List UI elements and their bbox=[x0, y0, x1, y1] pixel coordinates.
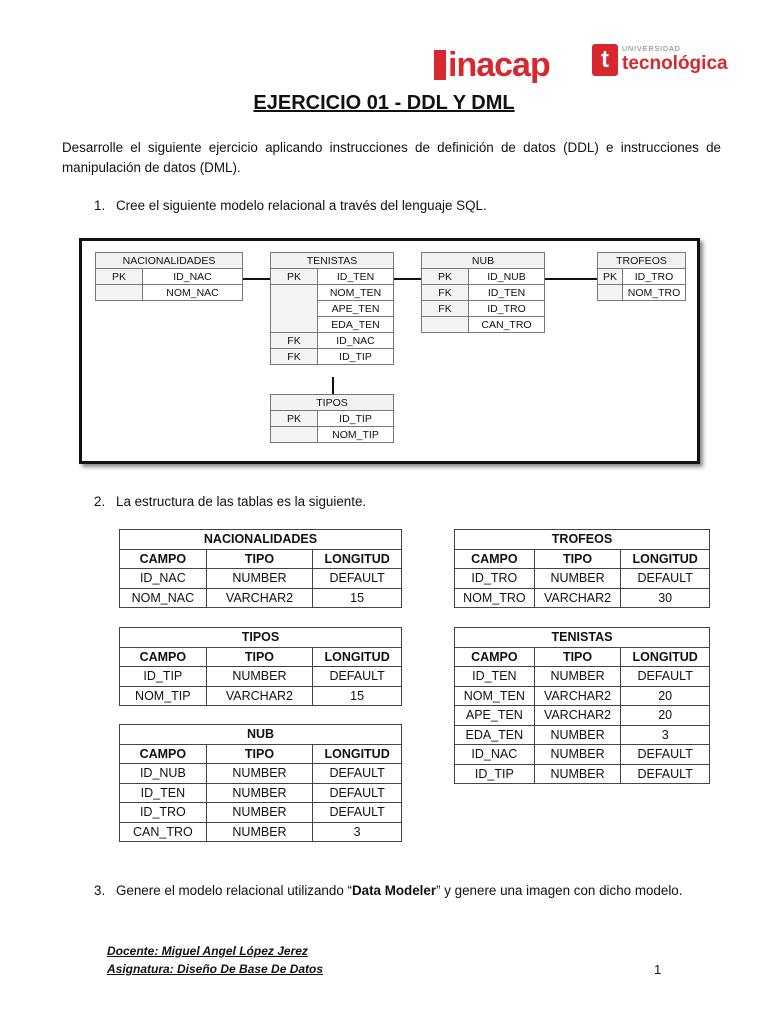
header-longitud: LONGITUD bbox=[621, 549, 710, 569]
step-text: La estructura de las tablas es la siguiente. bbox=[116, 494, 367, 509]
key-cell: PK bbox=[422, 269, 469, 285]
cell-campo: ID_TRO bbox=[455, 569, 535, 589]
attribute-cell: NOM_TRO bbox=[623, 285, 686, 301]
table-row bbox=[120, 764, 402, 784]
step-number: 2. bbox=[94, 494, 106, 509]
cell-tipo: VARCHAR2 bbox=[206, 588, 313, 608]
cell-tipo: VARCHAR2 bbox=[534, 588, 621, 608]
cell-longitud: DEFAULT bbox=[313, 667, 402, 687]
entity-name: TROFEOS bbox=[598, 253, 686, 269]
attribute-cell: ID_TEN bbox=[318, 269, 394, 285]
entity-nub bbox=[421, 252, 545, 333]
cell-tipo: NUMBER bbox=[534, 667, 621, 687]
attribute-cell: EDA_TEN bbox=[318, 317, 394, 333]
table-row bbox=[455, 588, 710, 608]
table-row bbox=[455, 706, 710, 726]
cell-longitud: 30 bbox=[621, 588, 710, 608]
key-cell: PK bbox=[96, 269, 143, 285]
cell-campo: ID_NUB bbox=[120, 764, 207, 784]
key-cell: FK bbox=[422, 285, 469, 301]
attribute-cell: APE_TEN bbox=[318, 301, 394, 317]
attribute-cell: ID_NAC bbox=[143, 269, 243, 285]
cell-longitud: DEFAULT bbox=[621, 667, 710, 687]
cell-longitud: 20 bbox=[621, 706, 710, 726]
attribute-cell: ID_NUB bbox=[469, 269, 545, 285]
cell-campo: EDA_TEN bbox=[455, 725, 535, 745]
key-cell: FK bbox=[271, 349, 318, 365]
cell-campo: ID_TIP bbox=[120, 667, 207, 687]
attribute-cell: ID_TRO bbox=[623, 269, 686, 285]
header-campo: CAMPO bbox=[120, 744, 207, 764]
table-row bbox=[120, 588, 402, 608]
ut-logo bbox=[592, 44, 728, 76]
entity-name: TENISTAS bbox=[271, 253, 394, 269]
cell-campo: ID_TRO bbox=[120, 803, 207, 823]
connector-line bbox=[332, 377, 334, 394]
ut-mark-icon: t bbox=[592, 44, 618, 76]
cell-campo: ID_TIP bbox=[455, 764, 535, 784]
cell-campo: APE_TEN bbox=[455, 706, 535, 726]
cell-campo: ID_NAC bbox=[120, 569, 207, 589]
key-cell bbox=[422, 317, 469, 333]
table-row bbox=[120, 686, 402, 706]
cell-longitud: DEFAULT bbox=[313, 783, 402, 803]
entity-name: NACIONALIDADES bbox=[96, 253, 243, 269]
cell-longitud: 3 bbox=[621, 725, 710, 745]
header-longitud: LONGITUD bbox=[621, 647, 710, 667]
header-campo: CAMPO bbox=[120, 647, 207, 667]
table-caption: TIPOS bbox=[120, 628, 402, 648]
table-row bbox=[120, 783, 402, 803]
attribute-cell: ID_NAC bbox=[318, 333, 394, 349]
table-row bbox=[120, 569, 402, 589]
attribute-cell: CAN_TRO bbox=[469, 317, 545, 333]
cell-longitud: DEFAULT bbox=[621, 569, 710, 589]
cell-tipo: NUMBER bbox=[534, 764, 621, 784]
table-caption: TROFEOS bbox=[455, 530, 710, 550]
cell-campo: ID_TEN bbox=[120, 783, 207, 803]
cell-longitud: 15 bbox=[313, 686, 402, 706]
step-number: 3. bbox=[94, 883, 106, 898]
table-row bbox=[455, 745, 710, 765]
header-longitud: LONGITUD bbox=[313, 744, 402, 764]
table-tenistas bbox=[454, 627, 710, 784]
relational-diagram bbox=[79, 238, 700, 464]
entity-nacionalidades bbox=[95, 252, 243, 301]
inacap-mark-icon bbox=[434, 50, 446, 80]
cell-tipo: NUMBER bbox=[534, 725, 621, 745]
connector-line bbox=[544, 278, 597, 280]
cell-tipo: VARCHAR2 bbox=[206, 686, 313, 706]
attribute-cell: ID_TIP bbox=[318, 411, 394, 427]
key-cell bbox=[271, 427, 318, 443]
step-text-after: ” y genere una imagen con dicho modelo. bbox=[436, 883, 683, 898]
cell-tipo: NUMBER bbox=[206, 764, 312, 784]
header-tipo: TIPO bbox=[206, 647, 313, 667]
step-1 bbox=[94, 198, 487, 213]
cell-longitud: DEFAULT bbox=[313, 764, 402, 784]
attribute-cell: ID_TEN bbox=[469, 285, 545, 301]
table-nub bbox=[119, 724, 402, 842]
cell-tipo: VARCHAR2 bbox=[534, 706, 621, 726]
intro-paragraph: Desarrolle el siguiente ejercicio aplicando instrucciones de definición de datos (DDL) e instrucciones de manipulación de datos (DML). bbox=[62, 140, 721, 175]
cell-campo: CAN_TRO bbox=[120, 822, 207, 842]
cell-longitud: 3 bbox=[313, 822, 402, 842]
page-title: EJERCICIO 01 - DDL Y DML bbox=[253, 92, 515, 114]
table-nacionalidades bbox=[119, 529, 402, 608]
attribute-cell: ID_TRO bbox=[469, 301, 545, 317]
connector-line bbox=[394, 278, 421, 280]
inacap-logo bbox=[434, 46, 550, 84]
table-caption: NUB bbox=[120, 725, 402, 745]
table-caption: TENISTAS bbox=[455, 628, 710, 648]
header-longitud: LONGITUD bbox=[313, 647, 402, 667]
table-tipos bbox=[119, 627, 402, 706]
connector-line bbox=[243, 278, 271, 280]
key-cell: PK bbox=[271, 411, 318, 427]
footer-docente: Docente: Miguel Angel López Jerez bbox=[107, 944, 308, 958]
key-cell: FK bbox=[271, 333, 318, 349]
header-tipo: TIPO bbox=[534, 549, 621, 569]
cell-campo: NOM_TIP bbox=[120, 686, 207, 706]
table-row bbox=[455, 725, 710, 745]
cell-longitud: DEFAULT bbox=[313, 569, 402, 589]
cell-tipo: NUMBER bbox=[206, 667, 313, 687]
entity-name: TIPOS bbox=[271, 395, 394, 411]
cell-campo: NOM_TEN bbox=[455, 686, 535, 706]
cell-longitud: 20 bbox=[621, 686, 710, 706]
cell-campo: ID_NAC bbox=[455, 745, 535, 765]
entity-trofeos bbox=[597, 252, 686, 301]
key-cell bbox=[96, 285, 143, 301]
cell-longitud: DEFAULT bbox=[313, 803, 402, 823]
key-cell: PK bbox=[271, 269, 318, 285]
step-text-before: Genere el modelo relacional utilizando “ bbox=[116, 883, 352, 898]
table-row bbox=[455, 686, 710, 706]
attribute-cell: ID_TIP bbox=[318, 349, 394, 365]
header-campo: CAMPO bbox=[120, 549, 207, 569]
attribute-cell: NOM_TEN bbox=[318, 285, 394, 301]
header-tipo: TIPO bbox=[534, 647, 621, 667]
header-campo: CAMPO bbox=[455, 549, 535, 569]
step-text: Cree el siguiente modelo relacional a través del lenguaje SQL. bbox=[116, 198, 487, 213]
entity-tipos bbox=[270, 394, 394, 443]
step-3 bbox=[94, 883, 682, 898]
footer-asignatura: Asignatura: Diseño De Base De Datos bbox=[107, 962, 324, 976]
key-cell bbox=[598, 285, 623, 301]
header-tipo: TIPO bbox=[206, 549, 313, 569]
cell-campo: NOM_NAC bbox=[120, 588, 207, 608]
cell-campo: NOM_TRO bbox=[455, 588, 535, 608]
cell-longitud: DEFAULT bbox=[621, 764, 710, 784]
header-campo: CAMPO bbox=[455, 647, 535, 667]
cell-longitud: DEFAULT bbox=[621, 745, 710, 765]
table-row bbox=[120, 667, 402, 687]
step-2 bbox=[94, 494, 366, 509]
cell-campo: ID_TEN bbox=[455, 667, 535, 687]
cell-tipo: VARCHAR2 bbox=[534, 686, 621, 706]
cell-longitud: 15 bbox=[313, 588, 402, 608]
table-row bbox=[120, 822, 402, 842]
cell-tipo: NUMBER bbox=[534, 569, 621, 589]
header-tipo: TIPO bbox=[206, 744, 312, 764]
header-longitud: LONGITUD bbox=[313, 549, 402, 569]
attribute-cell: NOM_NAC bbox=[143, 285, 243, 301]
cell-tipo: NUMBER bbox=[534, 745, 621, 765]
entity-tenistas bbox=[270, 252, 394, 365]
cell-tipo: NUMBER bbox=[206, 803, 312, 823]
inacap-logo-text: inacap bbox=[448, 46, 550, 84]
key-cell bbox=[271, 285, 318, 333]
cell-tipo: NUMBER bbox=[206, 569, 313, 589]
table-row bbox=[455, 667, 710, 687]
table-row bbox=[120, 803, 402, 823]
attribute-cell: NOM_TIP bbox=[318, 427, 394, 443]
ut-logo-small-text: UNIVERSIDAD bbox=[622, 46, 681, 53]
table-row bbox=[455, 569, 710, 589]
page-number: 1 bbox=[654, 962, 662, 977]
table-row bbox=[455, 764, 710, 784]
step-text-bold: Data Modeler bbox=[351, 883, 437, 898]
ut-logo-text: tecnológica bbox=[622, 53, 728, 74]
entity-name: NUB bbox=[422, 253, 545, 269]
table-caption: NACIONALIDADES bbox=[120, 530, 402, 550]
key-cell: FK bbox=[422, 301, 469, 317]
step-number: 1. bbox=[94, 198, 106, 213]
table-trofeos bbox=[454, 529, 710, 608]
cell-tipo: NUMBER bbox=[206, 822, 312, 842]
cell-tipo: NUMBER bbox=[206, 783, 312, 803]
key-cell: PK bbox=[598, 269, 623, 285]
